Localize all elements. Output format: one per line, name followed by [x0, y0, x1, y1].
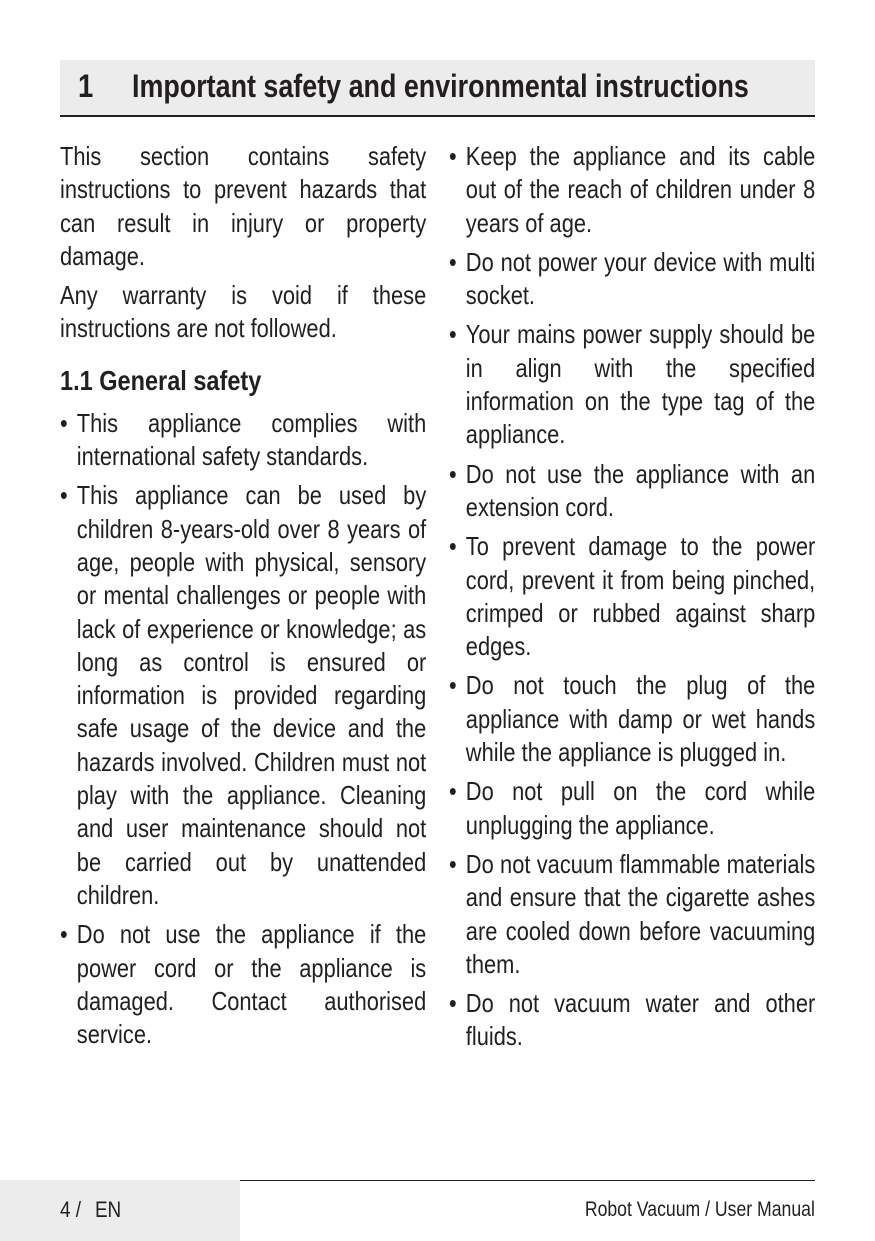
- list-item: • Do not use the appliance if the power cord or the appliance is damaged. Contact authorised service.: [60, 918, 426, 1051]
- list-item: • Do not pull on the cord while unplugging the appliance.: [449, 775, 815, 842]
- safety-list-left: [60, 407, 426, 1052]
- manual-title: Robot Vacuum / User Manual: [584, 1198, 815, 1221]
- warranty-paragraph: Any warranty is void if these instructions are not followed.: [60, 280, 427, 344]
- section-header: [60, 60, 815, 117]
- list-item: • Do not vacuum flammable materials and ensure that the cigarette ashes are cooled down before vacuuming them.: [449, 848, 815, 981]
- footer-divider: [240, 1180, 815, 1181]
- list-item: • Do not touch the plug of the appliance with damp or wet hands while the appliance is plugged in.: [449, 669, 815, 769]
- list-item: • Do not use the appliance with an extension cord.: [449, 458, 815, 525]
- page-separator: /: [75, 1197, 82, 1222]
- language-code: EN: [94, 1197, 122, 1222]
- list-item: • Do not vacuum water and other fluids.: [449, 987, 815, 1054]
- list-item: • Keep the appliance and its cable out of the reach of children under 8 years of age.: [449, 140, 815, 240]
- left-column: [60, 140, 426, 1057]
- list-item: • Do not power your device with multi socket.: [449, 246, 815, 313]
- list-item: • To prevent damage to the power cord, prevent it from being pinched, crimped or rubbed against sharp edges.: [449, 530, 815, 663]
- subsection-title: 1.1 General safety: [60, 364, 262, 396]
- page-indicator: [60, 1197, 121, 1223]
- list-item: • This appliance can be used by children 8-years-old over 8 years of age, people with physical, sensory or mental challenges or people with lack of experience or knowledge; as long as control is ensured or information is provided regarding safe usage of the device and the hazards involved. Children must not play with the appliance. Cleaning and user maintenance should not be carried out by unattended children.: [60, 479, 426, 912]
- section-number: 1: [78, 68, 94, 104]
- safety-list-right: [449, 140, 815, 1054]
- list-item: • This appliance complies with international safety standards.: [60, 407, 426, 474]
- list-item: • Your mains power supply should be in align with the specified information on the type tag of the appliance.: [449, 318, 815, 451]
- intro-paragraph: This section contains safety instructions to prevent hazards that can result in injury or property damage.: [60, 141, 427, 271]
- right-column: [449, 140, 815, 1060]
- page-number: 4: [60, 1197, 71, 1222]
- section-title: Important safety and environmental instructions: [132, 68, 749, 104]
